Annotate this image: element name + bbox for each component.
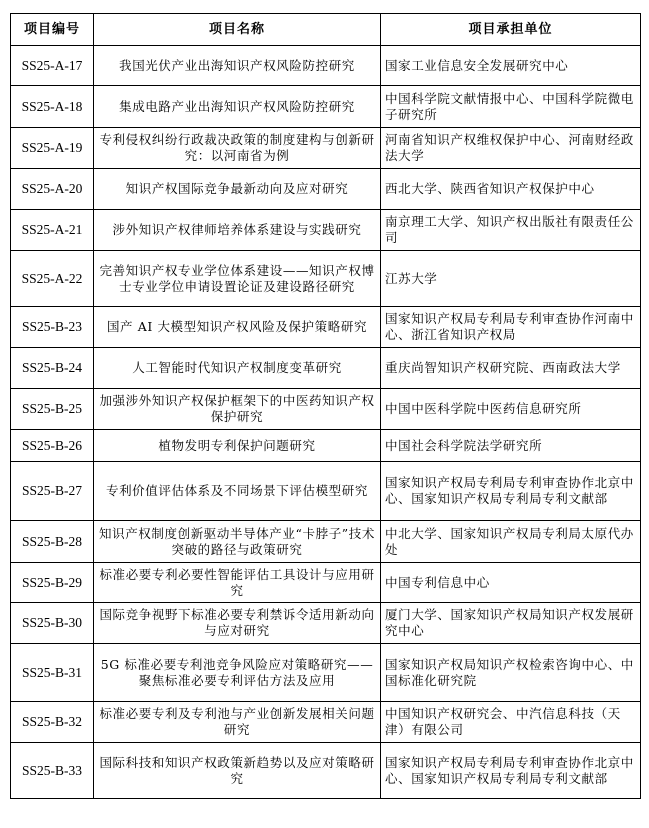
table-row	[11, 348, 641, 389]
project-name: 植物发明专利保护问题研究	[94, 430, 381, 462]
table-row	[11, 521, 641, 563]
table-row	[11, 743, 641, 799]
project-org: 中国中医科学院中医药信息研究所	[381, 389, 641, 430]
project-code: SS25-A-20	[11, 169, 94, 210]
project-name: 专利侵权纠纷行政裁决政策的制度建构与创新研究：以河南省为例	[94, 128, 381, 169]
table-row	[11, 462, 641, 521]
table-row	[11, 86, 641, 128]
project-org: 国家知识产权局专利局专利审查协作河南中心、浙江省知识产权局	[381, 307, 641, 348]
table-row	[11, 307, 641, 348]
table-row	[11, 603, 641, 644]
project-name: 国际科技和知识产权政策新趋势以及应对策略研究	[94, 743, 381, 799]
project-name: 我国光伏产业出海知识产权风险防控研究	[94, 46, 381, 86]
project-org: 中国科学院文献情报中心、中国科学院微电子研究所	[381, 86, 641, 128]
table-row	[11, 430, 641, 462]
header-code: 项目编号	[11, 14, 94, 46]
project-name: 标准必要专利及专利池与产业创新发展相关问题研究	[94, 702, 381, 743]
project-code: SS25-B-27	[11, 462, 94, 521]
project-name: 知识产权国际竞争最新动向及应对研究	[94, 169, 381, 210]
table-row	[11, 644, 641, 702]
table-row	[11, 251, 641, 307]
project-org: 厦门大学、国家知识产权局知识产权发展研究中心	[381, 603, 641, 644]
project-name: 知识产权制度创新驱动半导体产业“卡脖子”技术突破的路径与政策研究	[94, 521, 381, 563]
table-row	[11, 389, 641, 430]
table-row	[11, 169, 641, 210]
project-org: 中国专利信息中心	[381, 563, 641, 603]
project-code: SS25-A-17	[11, 46, 94, 86]
project-org: 国家知识产权局知识产权检索咨询中心、中国标准化研究院	[381, 644, 641, 702]
project-org: 中北大学、国家知识产权局专利局太原代办处	[381, 521, 641, 563]
project-code: SS25-B-28	[11, 521, 94, 563]
project-org: 中国知识产权研究会、中汽信息科技（天津）有限公司	[381, 702, 641, 743]
project-name: 人工智能时代知识产权制度变革研究	[94, 348, 381, 389]
project-code: SS25-B-23	[11, 307, 94, 348]
project-name: 5G 标准必要专利池竞争风险应对策略研究——聚焦标准必要专利评估方法及应用	[94, 644, 381, 702]
project-org: 河南省知识产权维权保护中心、河南财经政法大学	[381, 128, 641, 169]
project-code: SS25-B-31	[11, 644, 94, 702]
project-org: 重庆尚智知识产权研究院、西南政法大学	[381, 348, 641, 389]
project-code: SS25-B-25	[11, 389, 94, 430]
table-row	[11, 128, 641, 169]
header-name: 项目名称	[94, 14, 381, 46]
project-org: 国家知识产权局专利局专利审查协作北京中心、国家知识产权局专利局专利文献部	[381, 462, 641, 521]
project-code: SS25-B-32	[11, 702, 94, 743]
project-code: SS25-A-22	[11, 251, 94, 307]
project-code: SS25-B-29	[11, 563, 94, 603]
project-name: 集成电路产业出海知识产权风险防控研究	[94, 86, 381, 128]
project-code: SS25-B-30	[11, 603, 94, 644]
project-code: SS25-B-33	[11, 743, 94, 799]
table-row	[11, 46, 641, 86]
project-org: 国家工业信息安全发展研究中心	[381, 46, 641, 86]
table-row	[11, 563, 641, 603]
project-code: SS25-A-18	[11, 86, 94, 128]
project-org: 江苏大学	[381, 251, 641, 307]
header-row	[11, 14, 641, 46]
project-code: SS25-A-21	[11, 210, 94, 251]
project-code: SS25-B-24	[11, 348, 94, 389]
project-table	[10, 13, 641, 799]
project-name: 专利价值评估体系及不同场景下评估模型研究	[94, 462, 381, 521]
project-org: 南京理工大学、知识产权出版社有限责任公司	[381, 210, 641, 251]
header-org: 项目承担单位	[381, 14, 641, 46]
project-org: 西北大学、陕西省知识产权保护中心	[381, 169, 641, 210]
project-org: 国家知识产权局专利局专利审查协作北京中心、国家知识产权局专利局专利文献部	[381, 743, 641, 799]
project-code: SS25-A-19	[11, 128, 94, 169]
project-name: 加强涉外知识产权保护框架下的中医药知识产权保护研究	[94, 389, 381, 430]
project-name: 国产 AI 大模型知识产权风险及保护策略研究	[94, 307, 381, 348]
table-row	[11, 210, 641, 251]
project-name: 涉外知识产权律师培养体系建设与实践研究	[94, 210, 381, 251]
project-code: SS25-B-26	[11, 430, 94, 462]
project-org: 中国社会科学院法学研究所	[381, 430, 641, 462]
project-name: 国际竞争视野下标准必要专利禁诉令适用新动向与应对研究	[94, 603, 381, 644]
project-name: 完善知识产权专业学位体系建设——知识产权博士专业学位申请设置论证及建设路径研究	[94, 251, 381, 307]
project-name: 标准必要专利必要性智能评估工具设计与应用研究	[94, 563, 381, 603]
table-row	[11, 702, 641, 743]
